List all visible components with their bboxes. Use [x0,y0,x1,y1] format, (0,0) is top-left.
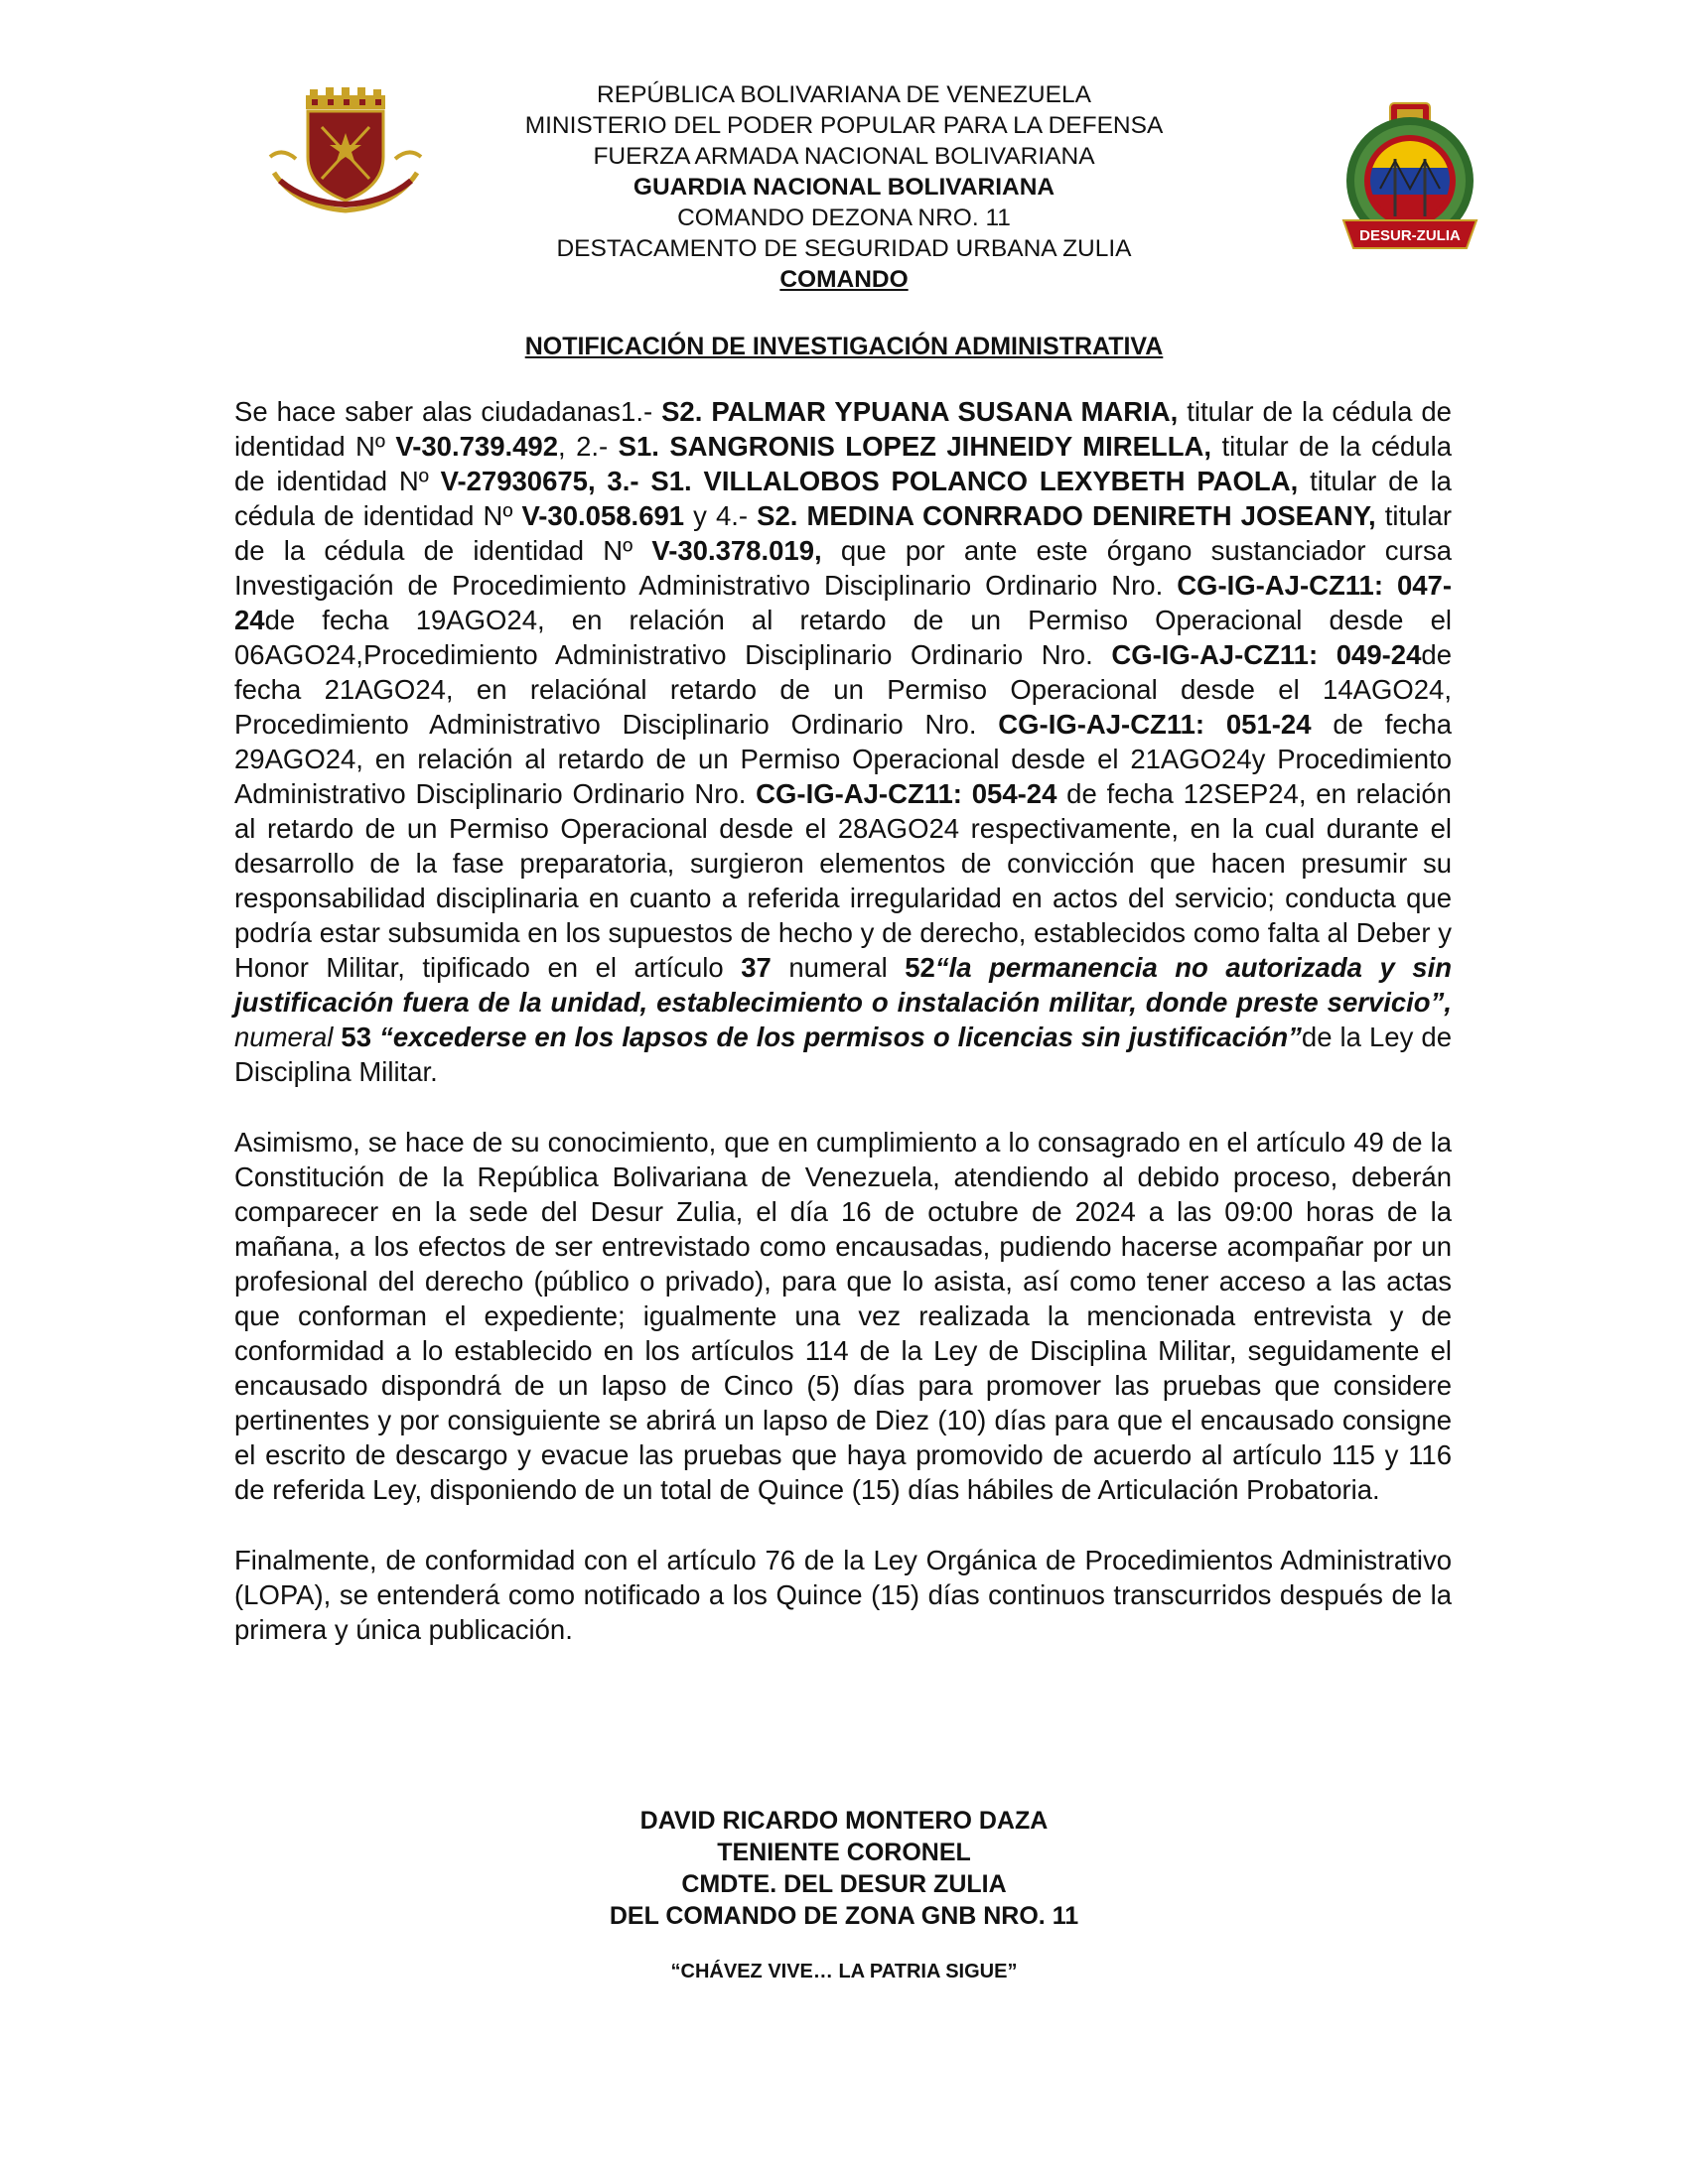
p1-bold: V-30.378.019, [651,535,822,566]
p1-bold: CG-IG-AJ-CZ11: 051-24 [998,709,1312,740]
p1-bold-italic: “la permanencia no autorizada y sin justificación fuera de la unidad, establecimiento o instalación militar, donde preste servicio”, [234,952,1453,1018]
signatory-unit: DEL COMANDO DE ZONA GNB NRO. 11 [609,1902,1079,1930]
p1-text: Se hace saber alas ciudadanas1.- [234,396,662,427]
gnb-coat-of-arms-icon [266,87,425,216]
p1-text: de fecha 12SEP24, en relación al retardo de un Permiso Operacional desde el 28AGO24 respectivamente, en la cual durante el desarrollo de la fase preparatoria, surgieron elementos de convicción que hacen presumir su responsabilidad disciplinaria en cuanto a referida irregularidad en actos del servicio; conducta que podría estar subsumida en los supuestos de hecho y de derecho, establecidos como falta al Deber y Honor Militar, tipificado en el artículo [234,778,1452,983]
signatory-position: CMDTE. DEL DESUR ZULIA [681,1870,1007,1898]
header-line-ministry: MINISTERIO DEL PODER POPULAR PARA LA DEFENSA [524,112,1164,139]
motto: “CHÁVEZ VIVE… LA PATRIA SIGUE” [670,1961,1018,1982]
header-line-destacamento: DESTACAMENTO DE SEGURIDAD URBANA ZULIA [556,235,1132,262]
p1-text: que por ante este órgano sustanciador cursa Investigación de Procedimiento Administrativo Disciplinario Ordinario Nro. [234,535,1452,601]
header-line-republic: REPÚBLICA BOLIVARIANA DE VENEZUELA [597,81,1091,108]
paragraph-notification [234,394,1452,1089]
p1-bold: CG-IG-AJ-CZ11: 054-24 [756,778,1057,809]
p1-bold-italic: “excederse en los lapsos de los permisos o licencias sin justificación” [371,1022,1302,1052]
paragraph-final: Finalmente, de conformidad con el artículo 76 de la Ley Orgánica de Procedimientos Administrativo (LOPA), se entenderá como notificado a los Quince (15) días continuos transcurridos después de la primera y única publicación. [234,1545,1452,1645]
p1-bold: V-30.739.492 [395,431,559,462]
p1-text: de fecha 29AGO24, en relación al retardo de un Permiso Operacional desde el 21AGO24y Procedimiento Administrativo Disciplinario Ordinario Nro. [234,709,1452,809]
p1-text: numeral [771,952,906,983]
header-line-comando-zona: COMANDO DEZONA NRO. 11 [677,205,1011,231]
signature-block [348,1805,1340,1932]
header-line-fanb: FUERZA ARMADA NACIONAL BOLIVARIANA [593,143,1095,170]
p1-text: de fecha 19AGO24, en relación al retardo de un Permiso Operacional desde el 06AGO24,Procedimiento Administrativo Disciplinario Ordinario Nro. [234,605,1452,670]
paragraph-summons: Asimismo, se hace de su conocimiento, que en cumplimiento a lo consagrado en el artículo 49 de la Constitución de la República Bolivariana de Venezuela, atendiendo al debido proceso, deberán comparecer en la sede del Desur Zulia, el día 16 de octubre de 2024 a las 09:00 horas de la mañana, a los efectos de ser entrevistado como encausadas, pudiendo hacerse acompañar por un profesional del derecho (público o privado), para que lo asista, así como tener acceso a las actas que conforman el expediente; igualmente una vez realizada la mencionada entrevista y de conformidad a lo establecido en los artículos 114 de la Ley de Disciplina Militar, seguidamente el encausado dispondrá de un lapso de Cinco (5) días para promover las pruebas que considere pertinentes y por consiguiente se abrirá un lapso de Diez (10) días para que el encausado consigne el escrito de descargo y evacue las pruebas que haya promovido de acuerdo al artículo 115 y 116 de referida Ley, disponiendo de un total de Quince (15) días hábiles de Articulación Probatoria. [234,1127,1452,1505]
p1-text: titular de la cédula de identidad Nº [234,396,1452,462]
signatory-rank: TENIENTE CORONEL [717,1839,971,1866]
p1-bold: S1. SANGRONIS LOPEZ JIHNEIDY MIRELLA, [618,431,1212,462]
p1-text: , 2.- [558,431,619,462]
p1-italic: numeral [234,1022,342,1052]
p1-text: titular de la cédula de identidad Nº [234,466,1452,531]
document-title: NOTIFICACIÓN DE INVESTIGACIÓN ADMINISTRATIVA [524,333,1164,360]
p1-bold: CG-IG-AJ-CZ11: 049-24 [1111,639,1422,670]
signatory-name: DAVID RICARDO MONTERO DAZA [639,1807,1049,1835]
p1-bold: V-27930675, 3.- S1. VILLALOBOS POLANCO LEXYBETH PAOLA, [440,466,1299,496]
header-line-gnb: GUARDIA NACIONAL BOLIVARIANA [633,174,1055,201]
badge-banner-text: DESUR-ZULIA [1359,227,1461,244]
p1-bold: 53 [341,1022,372,1052]
p1-bold: S2. PALMAR YPUANA SUSANA MARIA, [661,396,1179,427]
header-line-comando: COMANDO [779,266,909,293]
p1-bold: 52 [905,952,935,983]
p1-bold: CG-IG-AJ-CZ11: 047-24 [234,570,1452,635]
p1-bold: 37 [741,952,772,983]
desur-zulia-badge-icon [1336,99,1484,258]
p1-text: de la Ley de Disciplina Militar. [234,1022,1452,1087]
p1-bold: S2. MEDINA CONRRADO DENIRETH JOSEANY, [757,500,1376,531]
p1-text: titular de la cédula de identidad Nº [234,500,1453,566]
p1-bold: V-30.058.691 [521,500,685,531]
p1-text: de fecha 21AGO24, en relaciónal retardo de un Permiso Operacional desde el 14AGO24, Procedimiento Administrativo Disciplinario Ordinario Nro. [234,639,1452,740]
p1-text: y 4.- [684,500,758,531]
p1-text: titular de la cédula de identidad Nº [234,431,1453,496]
document-body [234,394,1452,1647]
letterhead [437,79,1251,295]
